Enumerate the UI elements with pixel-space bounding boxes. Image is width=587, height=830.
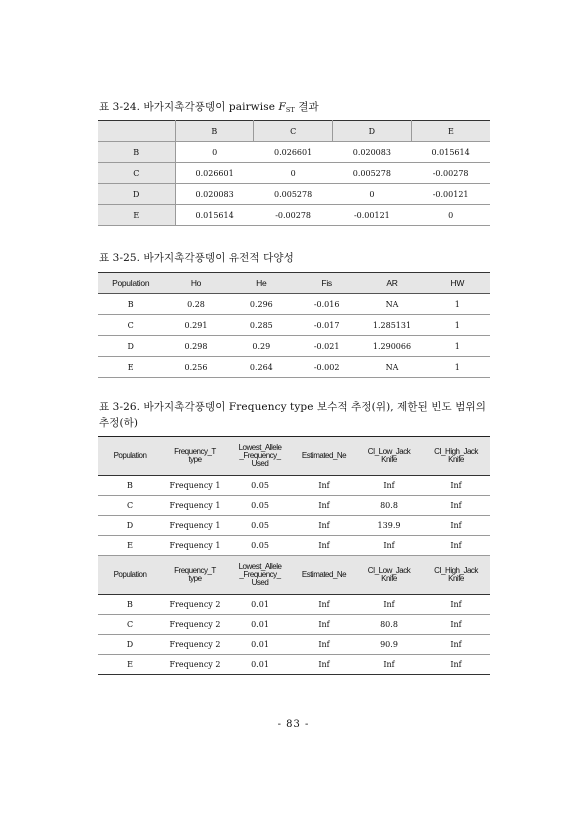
table-row — [98, 655, 490, 675]
header-cell: CI_Low_Jack Knife — [356, 437, 422, 476]
table-caption-frequency-type — [99, 399, 486, 431]
table-cell: 0.296 — [229, 294, 294, 315]
table-cell: Inf — [292, 635, 356, 655]
table-cell: Inf — [292, 536, 356, 556]
table-cell: D — [98, 516, 162, 536]
table-cell: Inf — [422, 595, 490, 615]
table-cell: 0.05 — [228, 476, 292, 496]
table-cell: -0.017 — [294, 315, 359, 336]
table-cell: 1.285131 — [359, 315, 424, 336]
table-cell: Inf — [292, 595, 356, 615]
fst-symbol: F — [278, 101, 286, 113]
table-cell: Inf — [422, 536, 490, 556]
caption-line: 추정(하) — [99, 417, 139, 429]
header-cell: Fis — [294, 273, 359, 294]
table-cell: NA — [359, 294, 424, 315]
table-row — [98, 635, 490, 655]
table-cell: Inf — [422, 635, 490, 655]
table-cell: C — [98, 496, 162, 516]
header-cell: Estimated_Ne — [292, 556, 356, 595]
table-row — [98, 315, 490, 336]
table-header-row — [98, 437, 490, 476]
table-cell: 0.256 — [163, 357, 228, 378]
table-row — [98, 184, 490, 205]
header-cell: CI_Low_Jack Knife — [356, 556, 422, 595]
header-cell: B — [175, 121, 254, 142]
table-cell: B — [98, 595, 162, 615]
table-cell: Frequency 1 — [162, 516, 228, 536]
caption-suffix: 결과 — [294, 101, 319, 113]
table-cell: Frequency 2 — [162, 595, 228, 615]
table-cell: 0 — [411, 205, 490, 226]
table-cell: Inf — [292, 655, 356, 675]
table-cell: 0.026601 — [254, 142, 333, 163]
table-cell: -0.002 — [294, 357, 359, 378]
header-cell: AR — [359, 273, 424, 294]
header-cell: Frequency_T type — [162, 556, 228, 595]
table-cell: 1 — [425, 336, 490, 357]
table-cell: E — [98, 536, 162, 556]
table-cell: 0 — [175, 142, 254, 163]
page-number: - 83 - — [277, 719, 310, 730]
table-cell: B — [98, 294, 163, 315]
table-cell: 1.290066 — [359, 336, 424, 357]
table-cell: 0.020083 — [175, 184, 254, 205]
table-cell: 0.29 — [229, 336, 294, 357]
table-cell: 0.05 — [228, 516, 292, 536]
caption-line: 표 3-26. 바가지촉각풍뎅이 Frequency type 보수적 추정(위), 제한된 빈도 범위의 — [99, 401, 486, 413]
header-cell: Population — [98, 273, 163, 294]
table-cell: -0.00278 — [411, 163, 490, 184]
table-cell: 0 — [254, 163, 333, 184]
table-row — [98, 615, 490, 635]
table-caption-genetic-diversity: 표 3-25. 바가지촉각풍뎅이 유전적 다양성 — [99, 252, 294, 264]
table-cell: 0.298 — [163, 336, 228, 357]
table-cell: B — [98, 476, 162, 496]
table-cell: -0.00121 — [333, 205, 412, 226]
table-cell: 0.05 — [228, 536, 292, 556]
table-cell: 0.026601 — [175, 163, 254, 184]
table-cell: 0.005278 — [254, 184, 333, 205]
header-cell: Frequency_T type — [162, 437, 228, 476]
table-cell: -0.021 — [294, 336, 359, 357]
header-cell: Population — [98, 556, 162, 595]
fst-subscript: ST — [285, 106, 295, 114]
table-cell: 0 — [333, 184, 412, 205]
header-cell: Estimated_Ne — [292, 437, 356, 476]
table-header-row — [98, 556, 490, 595]
table-cell: Inf — [356, 476, 422, 496]
row-header-cell: B — [98, 142, 175, 163]
table-cell: 0.01 — [228, 595, 292, 615]
table-cell: Inf — [422, 655, 490, 675]
table-cell: 0.015614 — [411, 142, 490, 163]
row-header-cell: C — [98, 163, 175, 184]
table-row — [98, 476, 490, 496]
table-cell: 0.01 — [228, 635, 292, 655]
pairwise-fst-table — [98, 120, 490, 226]
table-cell: Inf — [292, 476, 356, 496]
table-row — [98, 163, 490, 184]
header-cell — [98, 121, 175, 142]
table-cell: Frequency 2 — [162, 635, 228, 655]
table-cell: Inf — [422, 615, 490, 635]
table-cell: 80.8 — [356, 615, 422, 635]
table-cell: Frequency 1 — [162, 536, 228, 556]
caption-text: 표 3-24. 바가지촉각풍뎅이 pairwise — [99, 101, 279, 113]
table-cell: C — [98, 615, 162, 635]
table-cell: 1 — [425, 357, 490, 378]
table-cell: 0.005278 — [333, 163, 412, 184]
table-cell: -0.00121 — [411, 184, 490, 205]
table-header-row — [98, 121, 490, 142]
table-header-row — [98, 273, 490, 294]
table-cell: Frequency 2 — [162, 615, 228, 635]
table-cell: Inf — [422, 496, 490, 516]
table-cell: E — [98, 357, 163, 378]
table-cell: 90.9 — [356, 635, 422, 655]
table-cell: 80.8 — [356, 496, 422, 516]
table-cell: -0.016 — [294, 294, 359, 315]
table-cell: -0.00278 — [254, 205, 333, 226]
header-cell: Ho — [163, 273, 228, 294]
table-cell: 0.01 — [228, 615, 292, 635]
table-row — [98, 357, 490, 378]
table-cell: Inf — [422, 516, 490, 536]
table-cell: D — [98, 635, 162, 655]
row-header-cell: E — [98, 205, 175, 226]
table-cell: 0.015614 — [175, 205, 254, 226]
table-cell: E — [98, 655, 162, 675]
table-cell: 0.020083 — [333, 142, 412, 163]
table-row — [98, 595, 490, 615]
table-cell: 0.28 — [163, 294, 228, 315]
table-cell: 0.264 — [229, 357, 294, 378]
table-cell: Frequency 1 — [162, 496, 228, 516]
table-cell: NA — [359, 357, 424, 378]
header-cell: E — [411, 121, 490, 142]
table-row — [98, 536, 490, 556]
header-cell: He — [229, 273, 294, 294]
table-cell: 1 — [425, 294, 490, 315]
header-cell: CI_High_Jack Knife — [422, 556, 490, 595]
genetic-diversity-table — [98, 272, 490, 378]
header-cell: Lowest_Allele _Frequency_ Used — [228, 437, 292, 476]
table-cell: 0.291 — [163, 315, 228, 336]
table-row — [98, 294, 490, 315]
table-cell: Frequency 2 — [162, 655, 228, 675]
table-cell: 1 — [425, 315, 490, 336]
table-cell: Inf — [292, 615, 356, 635]
table-cell: Frequency 1 — [162, 476, 228, 496]
header-cell: Population — [98, 437, 162, 476]
table-cell: 139.9 — [356, 516, 422, 536]
table-row — [98, 205, 490, 226]
header-cell: C — [254, 121, 333, 142]
table-cell: Inf — [356, 536, 422, 556]
frequency-type-table — [98, 436, 490, 675]
header-cell: CI_High_Jack Knife — [422, 437, 490, 476]
header-cell: Lowest_Allele _Frequency_ Used — [228, 556, 292, 595]
table-row — [98, 496, 490, 516]
table-cell: Inf — [422, 476, 490, 496]
table-cell: Inf — [292, 496, 356, 516]
table-caption-pairwise-fst — [99, 99, 319, 118]
table-row — [98, 142, 490, 163]
table-cell: 0.01 — [228, 655, 292, 675]
table-cell: D — [98, 336, 163, 357]
table-cell: Inf — [292, 516, 356, 536]
table-row — [98, 516, 490, 536]
table-cell: 0.05 — [228, 496, 292, 516]
table-cell: Inf — [356, 655, 422, 675]
header-cell: D — [333, 121, 412, 142]
table-cell: Inf — [356, 595, 422, 615]
table-row — [98, 336, 490, 357]
table-cell: C — [98, 315, 163, 336]
table-cell: 0.285 — [229, 315, 294, 336]
row-header-cell: D — [98, 184, 175, 205]
header-cell: HW — [425, 273, 490, 294]
